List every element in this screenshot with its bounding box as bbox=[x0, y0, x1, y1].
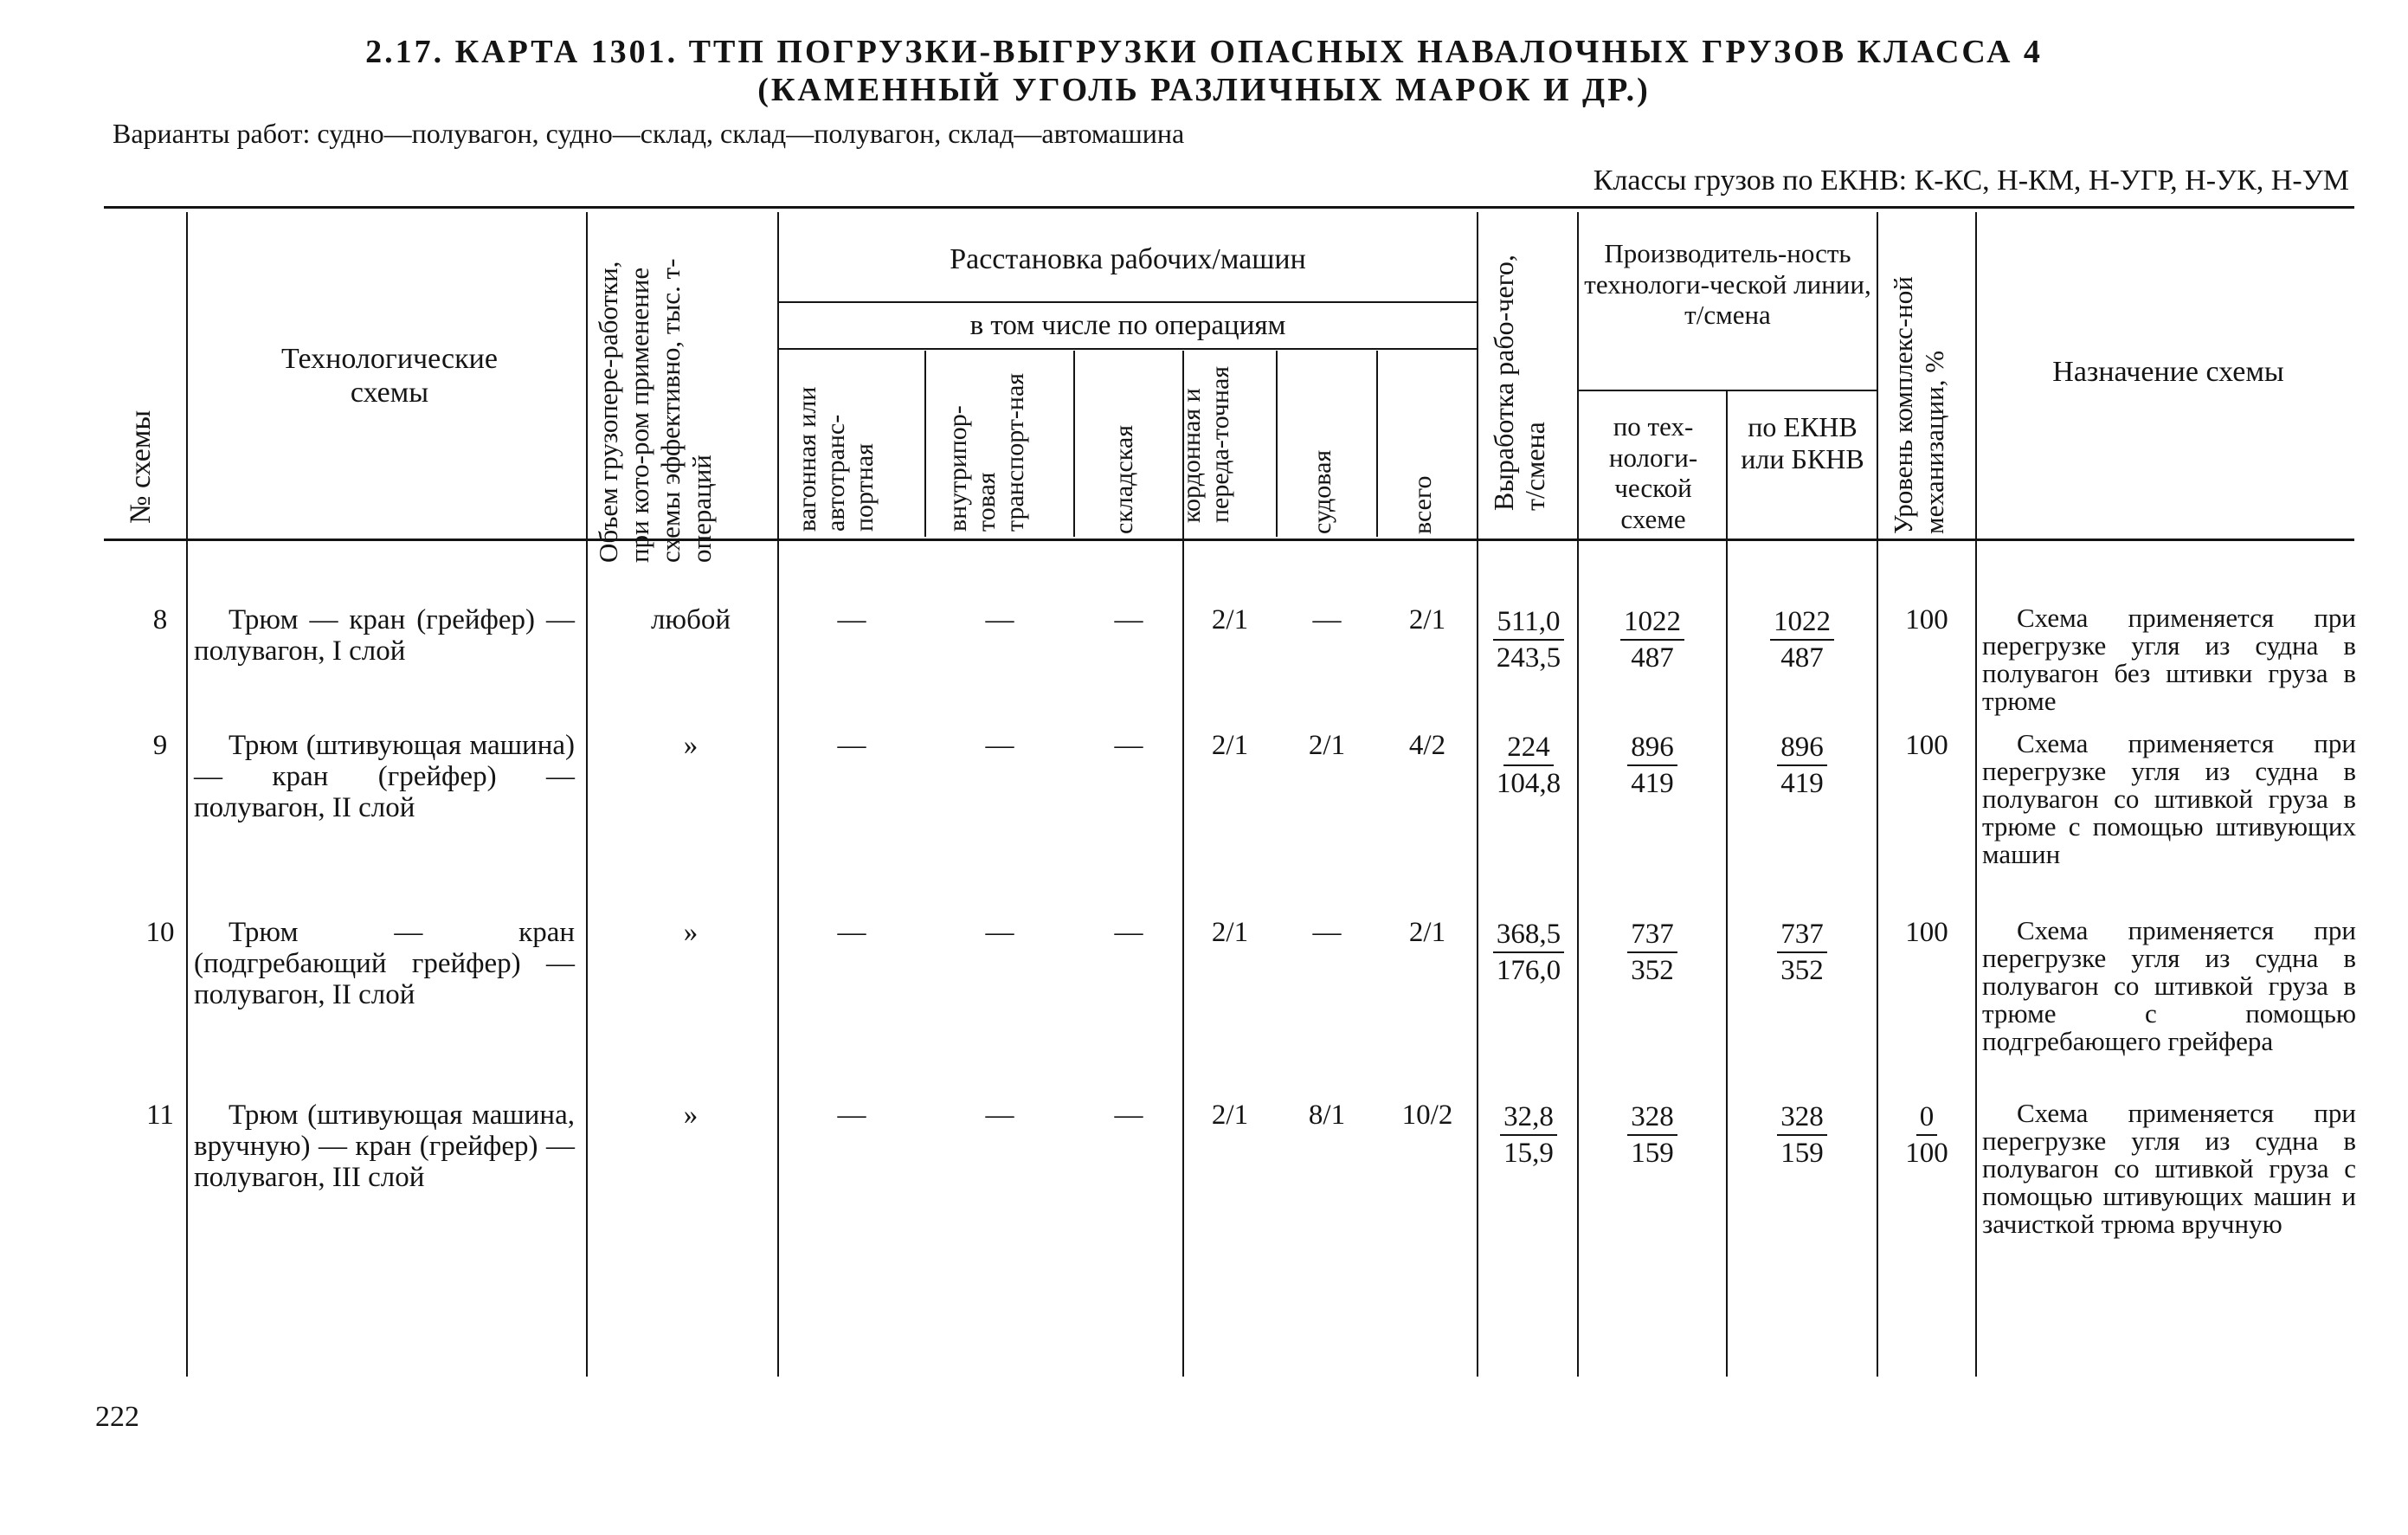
row-prod-scheme-denominator: 419 bbox=[1631, 768, 1674, 799]
row-prod-scheme-numerator: 896 bbox=[1627, 730, 1677, 766]
row-output bbox=[1482, 1100, 1575, 1171]
header-tech-schemes: Технологические схемы bbox=[281, 343, 498, 410]
row-cordon: 2/1 bbox=[1211, 1100, 1249, 1131]
row-output-numerator: 224 bbox=[1503, 730, 1554, 766]
header-total: всего bbox=[1408, 475, 1437, 534]
row-prod-scheme-denominator: 487 bbox=[1631, 642, 1674, 674]
row-volume: любой bbox=[650, 604, 731, 635]
header-by-scheme: по тех-нологи-ческой схеме bbox=[1608, 411, 1698, 534]
row-wagon: — bbox=[837, 1100, 866, 1131]
row-scheme: Трюм — кран (подгребающий грейфер) — полувагон, II слой bbox=[194, 917, 575, 1010]
row-total: 2/1 bbox=[1408, 917, 1446, 948]
row-output bbox=[1482, 604, 1575, 675]
row-cordon: 2/1 bbox=[1211, 917, 1249, 948]
row-scheme: Трюм (штивующая машина) — кран (грейфер) — полувагон, II слой bbox=[194, 730, 575, 823]
row-mechanization: 100 bbox=[1905, 730, 1948, 761]
row-output bbox=[1482, 730, 1575, 801]
row-number: 10 bbox=[145, 917, 175, 948]
row-wagon: — bbox=[837, 604, 866, 635]
row-prod-eknv-numerator: 737 bbox=[1777, 917, 1827, 953]
row-prod-eknv-numerator: 896 bbox=[1777, 730, 1827, 766]
row-output-numerator: 511,0 bbox=[1493, 604, 1563, 641]
header-scheme-no: № схемы bbox=[125, 410, 157, 524]
row-wagon: — bbox=[837, 730, 866, 761]
row-prod-eknv-denominator: 419 bbox=[1780, 768, 1824, 799]
row-total: 4/2 bbox=[1408, 730, 1446, 761]
row-prod-eknv-numerator: 1022 bbox=[1770, 604, 1834, 641]
row-prod-eknv bbox=[1729, 1100, 1875, 1171]
header-wagon: вагонная или автотранс-портная bbox=[793, 386, 879, 532]
header-purpose: Назначение схемы bbox=[2052, 356, 2284, 388]
row-prod-scheme bbox=[1581, 730, 1724, 801]
row-total: 10/2 bbox=[1401, 1100, 1453, 1131]
header-by-operations: в том числе по операциям bbox=[969, 310, 1286, 341]
row-cordon: 2/1 bbox=[1211, 730, 1249, 761]
row-output-numerator: 32,8 bbox=[1500, 1100, 1557, 1136]
header-ship: судовая bbox=[1308, 449, 1336, 534]
row-prod-eknv-denominator: 487 bbox=[1780, 642, 1824, 674]
row-mechanization-numerator: 0 bbox=[1916, 1100, 1938, 1136]
row-warehouse: — bbox=[1114, 730, 1143, 761]
row-output-denominator: 243,5 bbox=[1496, 642, 1561, 674]
header-productivity: Производитель-ность технологи-ческой линии, т/смена bbox=[1584, 238, 1871, 331]
row-volume: » bbox=[683, 917, 699, 948]
row-volume: » bbox=[683, 1100, 699, 1131]
row-total: 2/1 bbox=[1408, 604, 1446, 635]
row-output-denominator: 104,8 bbox=[1496, 768, 1561, 799]
row-ship: — bbox=[1312, 917, 1342, 948]
row-output bbox=[1482, 917, 1575, 988]
row-internal: — bbox=[985, 604, 1014, 635]
row-prod-scheme-numerator: 737 bbox=[1627, 917, 1677, 953]
work-variants: Варианты работ: судно—полувагон, судно—склад, склад—полувагон, склад—автомашина bbox=[113, 118, 1185, 149]
header-warehouse: складская bbox=[1110, 425, 1138, 534]
row-ship: 2/1 bbox=[1308, 730, 1346, 761]
row-number: 11 bbox=[146, 1100, 174, 1131]
row-purpose: Схема применяется при перегрузке угля из судна в полувагон со штивкой груза в трюме с помощью подгребающего грейфера bbox=[1982, 915, 2356, 1056]
header-cordon: кордонная и переда-точная bbox=[1177, 365, 1234, 523]
header-by-eknv: по ЕКНВ или БКНВ bbox=[1741, 411, 1864, 474]
row-mechanization: 100 bbox=[1905, 917, 1948, 948]
row-purpose: Схема применяется при перегрузке угля из судна в полувагон без штивки груза в трюме bbox=[1982, 603, 2356, 716]
row-warehouse: — bbox=[1114, 604, 1143, 635]
row-internal: — bbox=[985, 917, 1014, 948]
row-internal: — bbox=[985, 1100, 1014, 1131]
row-prod-scheme-numerator: 1022 bbox=[1620, 604, 1684, 641]
row-wagon: — bbox=[837, 917, 866, 948]
header-placement: Расстановка рабочих/машин bbox=[950, 243, 1306, 275]
row-prod-eknv-denominator: 352 bbox=[1780, 955, 1824, 986]
row-ship: — bbox=[1312, 604, 1342, 635]
header-output: Выработка рабо-чего, т/смена bbox=[1488, 255, 1550, 511]
row-prod-scheme bbox=[1581, 917, 1724, 988]
row-ship: 8/1 bbox=[1308, 1100, 1346, 1131]
row-volume: » bbox=[683, 730, 699, 761]
row-warehouse: — bbox=[1114, 917, 1143, 948]
row-purpose: Схема применяется при перегрузке угля из судна в полувагон со штивкой груза с помощью штивующих машин и зачисткой трюма вручную bbox=[1982, 1098, 2356, 1239]
row-prod-scheme-numerator: 328 bbox=[1627, 1100, 1677, 1136]
header-mechanization: Уровень комплекс-ной механизации, % bbox=[1888, 276, 1949, 534]
row-scheme: Трюм — кран (грейфер) — полувагон, I слой bbox=[194, 604, 575, 667]
row-warehouse: — bbox=[1114, 1100, 1143, 1131]
row-internal: — bbox=[985, 730, 1014, 761]
row-prod-scheme-denominator: 352 bbox=[1631, 955, 1674, 986]
header-volume: Объем грузопере-работки, при кото-ром применение схемы эффективно, тыс. т-операций bbox=[593, 258, 717, 563]
row-purpose: Схема применяется при перегрузке угля из судна в полувагон со штивкой груза в трюме с помощью штивующих машин bbox=[1982, 728, 2356, 869]
row-number: 9 bbox=[152, 730, 168, 761]
row-output-denominator: 15,9 bbox=[1503, 1138, 1554, 1169]
row-prod-eknv bbox=[1729, 604, 1875, 675]
page-title-line-1: 2.17. КАРТА 1301. ТТП ПОГРУЗКИ-ВЫГРУЗКИ ОПАСНЫХ НАВАЛОЧНЫХ ГРУЗОВ КЛАССА 4 bbox=[365, 34, 2043, 70]
cargo-classes: Классы грузов по ЕКНВ: К-КС, Н-КМ, Н-УГР, Н-УК, Н-УМ bbox=[1593, 164, 2349, 197]
row-mechanization: 100 bbox=[1905, 604, 1948, 635]
row-scheme: Трюм (штивующая машина, вручную) — кран (грейфер) — полувагон, III слой bbox=[194, 1100, 575, 1193]
row-mechanization-denominator: 100 bbox=[1905, 1138, 1948, 1169]
row-prod-scheme-denominator: 159 bbox=[1631, 1138, 1674, 1169]
header-internal: внутрипор-товая транспорт-ная bbox=[943, 372, 1029, 532]
row-prod-scheme bbox=[1581, 604, 1724, 675]
row-prod-eknv-numerator: 328 bbox=[1777, 1100, 1827, 1136]
row-output-denominator: 176,0 bbox=[1496, 955, 1561, 986]
row-output-numerator: 368,5 bbox=[1493, 917, 1564, 953]
row-prod-eknv bbox=[1729, 917, 1875, 988]
row-number: 8 bbox=[152, 604, 168, 635]
row-prod-eknv-denominator: 159 bbox=[1780, 1138, 1824, 1169]
row-prod-scheme bbox=[1581, 1100, 1724, 1171]
row-mechanization bbox=[1880, 1100, 1973, 1171]
row-cordon: 2/1 bbox=[1211, 604, 1249, 635]
page-number: 222 bbox=[95, 1401, 139, 1433]
row-prod-eknv bbox=[1729, 730, 1875, 801]
page-title-line-2: (КАМЕННЫЙ УГОЛЬ РАЗЛИЧНЫХ МАРОК И ДР.) bbox=[757, 72, 1651, 108]
